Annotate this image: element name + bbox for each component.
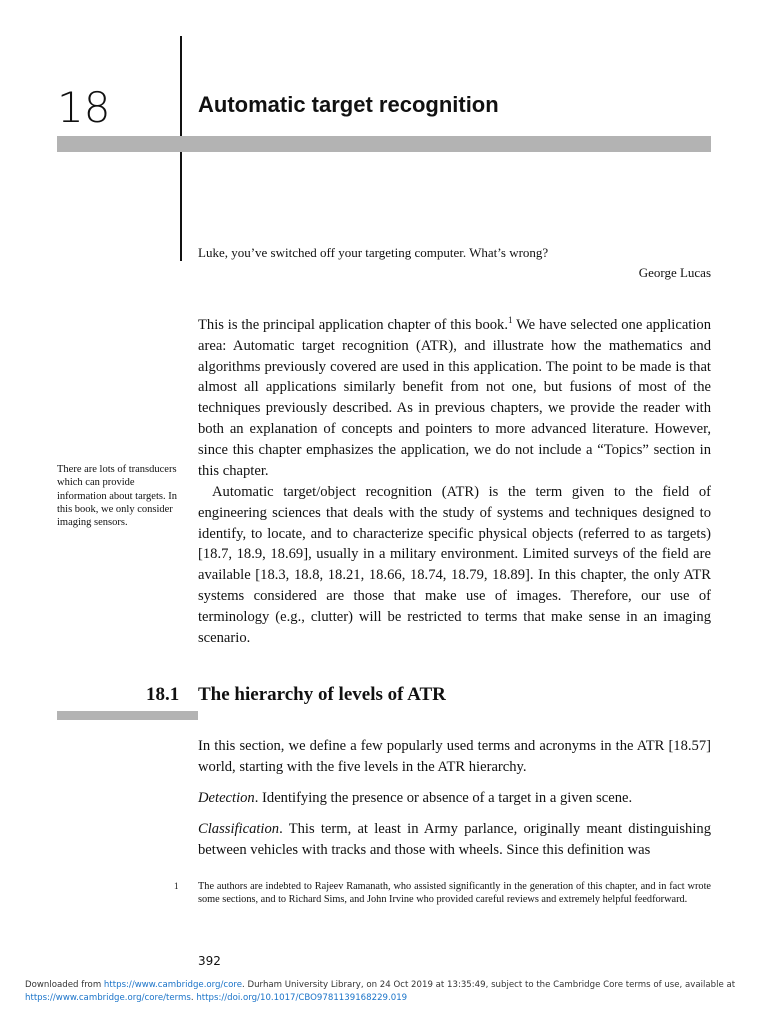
download-notice [25,979,743,1005]
section-title: The hierarchy of levels of ATR [198,684,446,705]
section-number: 18.1 [146,684,180,705]
detection-term: Detection [198,790,255,806]
detection-text: . Identifying the presence or absence of a target in a given scene. [254,790,633,806]
download-prefix: Downloaded from [25,980,104,990]
section-p1-text: In this section, we define a few popularly used terms and acronyms in the ATR [18.57] world, starting with the five levels in the ATR hierarchy. [198,738,711,775]
cambridge-core-link[interactable]: https://www.cambridge.org/core [103,980,243,990]
doi-link[interactable]: https://doi.org/10.1017/CBO9781139168229.019 [196,993,408,1003]
footnote-mark: 1 [174,881,179,891]
classification-text: . This term, at least in Army parlance, originally meant distinguishing between vehicles with tracks and those with wheels. Since this definition was [198,821,711,858]
download-middle: . Durham University Library, on 24 Oct 2019 at 13:35:49, subject to the Cambridge Core terms of use, available at [242,980,736,990]
footnote-reference[interactable]: 1 [508,315,513,326]
intro-paragraph-2 [198,482,711,648]
download-sep: . [190,993,197,1003]
intro-paragraph-1 [198,315,711,481]
epigraph-author: George Lucas [638,265,711,280]
section-heading-bar [57,711,198,720]
chapter-number: 18 [57,83,111,132]
page-number: 392 [198,954,221,968]
classification-paragraph [198,819,711,861]
intro-p2-text: Automatic target/object recognition (ATR) is the term given to the field of engineering sciences that deals with the study of systems and techniques designed to identify, to locate, and to characterize specific physical objects (referred to as targets) [18.7, 18.9, 18.69], usually in a military environment. Limited surveys of the field are available [18.3, 18.8, 18.21, 18.66, 18.74, 18.79, 18.89]. In this chapter, the only ATR systems considered are those that make use of images. Therefore, our use of terminology (e.g., clutter) will be restricted to terms that make sense in an imaging scenario. [198,484,711,646]
margin-note: There are lots of transducers which can provide information about targets. In this book, we only consider imaging sensors. [57,464,177,529]
intro-p1-text-a: This is the principal application chapter of this book. [198,317,508,333]
detection-paragraph [198,788,711,809]
section-paragraph-1 [198,736,711,778]
cambridge-terms-link[interactable]: https://www.cambridge.org/core/terms [25,993,191,1003]
classification-term: Classification [198,821,280,837]
epigraph-quote: Luke, you’ve switched off your targeting computer. What’s wrong? [198,245,549,260]
chapter-header-bar [57,136,711,152]
chapter-title: Automatic target recognition [198,92,499,117]
intro-p1-text-b: We have selected one application area: Automatic target recognition (ATR), and illustrate how the mathematics and algorithms previously covered are used in this application. The point to be made is that almost all applications similarly benefit from not one, but fusions of most of the techniques previously described. As in previous chapters, we provide the reader with both an explanation of concepts and pointers to more advanced literature. However, since this chapter emphasizes the application, we do not include a “Topics” section in this chapter. [198,317,711,479]
footnote-text: The authors are indebted to Rajeev Ramanath, who assisted significantly in the generation of this chapter, and in fact wrote some sections, and to Richard Sims, and John Irvine who provided careful reviews and extremely helpful feedforward. [198,881,711,905]
